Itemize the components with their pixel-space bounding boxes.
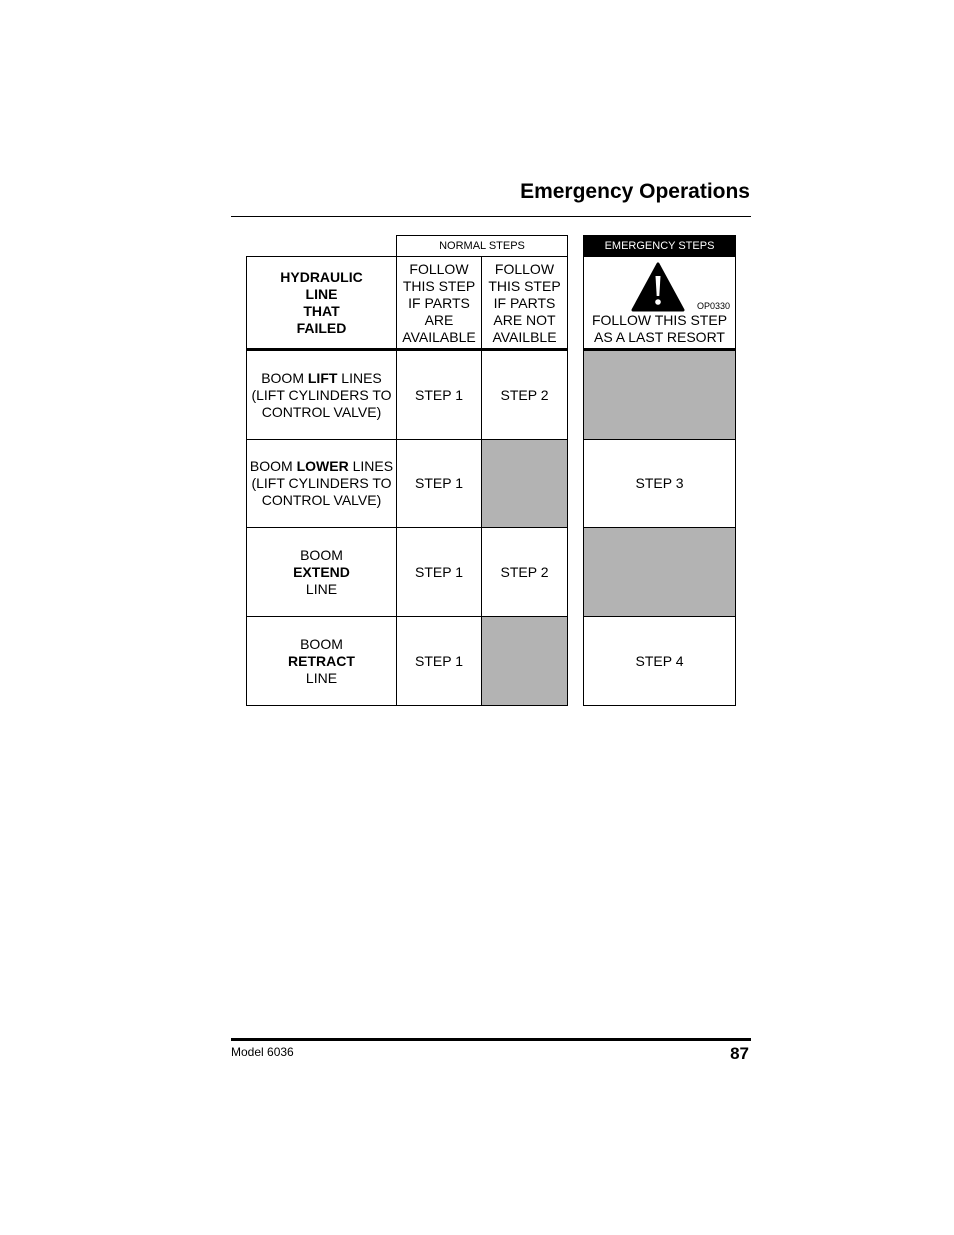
header-col1-line: THAT: [303, 303, 340, 319]
header-col2-line: ARE: [424, 311, 454, 328]
row-boom-lift-normal: STEP 1: [396, 350, 482, 440]
row-label-text: LINE: [305, 669, 338, 686]
row-boom-extend-not-available: STEP 2: [481, 527, 568, 617]
row-boom-retract-not-available: [481, 616, 568, 706]
normal-steps-header: NORMAL STEPS: [396, 235, 568, 257]
row-boom-lift-emergency: [583, 350, 736, 440]
header-col3-line: FOLLOW: [494, 260, 555, 277]
title-rule: [231, 216, 751, 217]
row-boom-extend-emergency: [583, 527, 736, 617]
row-label-text: CONTROL VALVE): [261, 403, 382, 420]
header-parts-not-available: [481, 256, 568, 350]
page-title: Emergency Operations: [520, 180, 750, 203]
row-label-text: BOOM: [261, 369, 308, 386]
header-col2-line: IF PARTS: [408, 294, 470, 311]
row-boom-lower-not-available: [481, 439, 568, 528]
header-col4-line: FOLLOW THIS STEP: [591, 312, 728, 328]
header-last-resort: [583, 256, 736, 350]
row-boom-lower-normal: STEP 1: [396, 439, 482, 528]
row-boom-retract-normal: STEP 1: [396, 616, 482, 706]
row-boom-lower-emergency: STEP 3: [583, 439, 736, 528]
header-col2-line: AVAILABLE: [402, 328, 476, 345]
header-col3-line: ARE NOT: [493, 311, 556, 328]
row-label-text: (LIFT CYLINDERS TO: [251, 386, 392, 403]
header-col3-line: THIS STEP: [488, 277, 561, 294]
warning-code: OP0330: [696, 301, 730, 311]
row-label-bold: LOWER: [296, 458, 349, 474]
row-boom-extend-label: [246, 527, 397, 617]
row-boom-lift-label: [246, 350, 397, 440]
row-label-text: LINES: [348, 458, 394, 474]
row-boom-retract-emergency: STEP 4: [583, 616, 736, 706]
header-parts-available: [396, 256, 482, 350]
row-boom-retract-label: [246, 616, 397, 706]
header-col1-line: FAILED: [296, 320, 347, 336]
header-col4-line: AS A LAST RESORT: [594, 329, 725, 345]
header-col3-line: AVAILBLE: [492, 328, 557, 345]
page-number: 87: [730, 1044, 749, 1063]
row-label-bold: LIFT: [307, 369, 338, 386]
row-boom-lift-not-available: STEP 2: [481, 350, 568, 440]
row-label-text: CONTROL VALVE): [261, 492, 382, 508]
header-hydraulic-line: [246, 256, 397, 350]
row-label-text: BOOM: [300, 635, 343, 652]
row-label-text: LINE: [305, 580, 338, 597]
header-col2-line: THIS STEP: [402, 277, 476, 294]
row-label-text: BOOM: [249, 458, 297, 474]
footer-rule: [231, 1038, 751, 1041]
row-label-bold: RETRACT: [288, 652, 355, 669]
row-label-text: LINES: [337, 369, 382, 386]
row-label-text: (LIFT CYLINDERS TO: [251, 475, 392, 491]
emergency-steps-header: EMERGENCY STEPS: [583, 235, 736, 257]
row-label-text: BOOM: [300, 546, 343, 563]
header-col1-line: LINE: [305, 286, 338, 302]
footer-model: Model 6036: [231, 1045, 294, 1059]
header-col3-line: IF PARTS: [493, 294, 556, 311]
header-col2-line: FOLLOW: [409, 260, 469, 277]
header-col1-line: HYDRAULIC: [280, 269, 363, 285]
row-boom-extend-normal: STEP 1: [396, 527, 482, 617]
row-label-bold: EXTEND: [293, 563, 350, 580]
row-boom-lower-label: [246, 439, 397, 528]
warning-triangle-icon: [631, 262, 685, 312]
